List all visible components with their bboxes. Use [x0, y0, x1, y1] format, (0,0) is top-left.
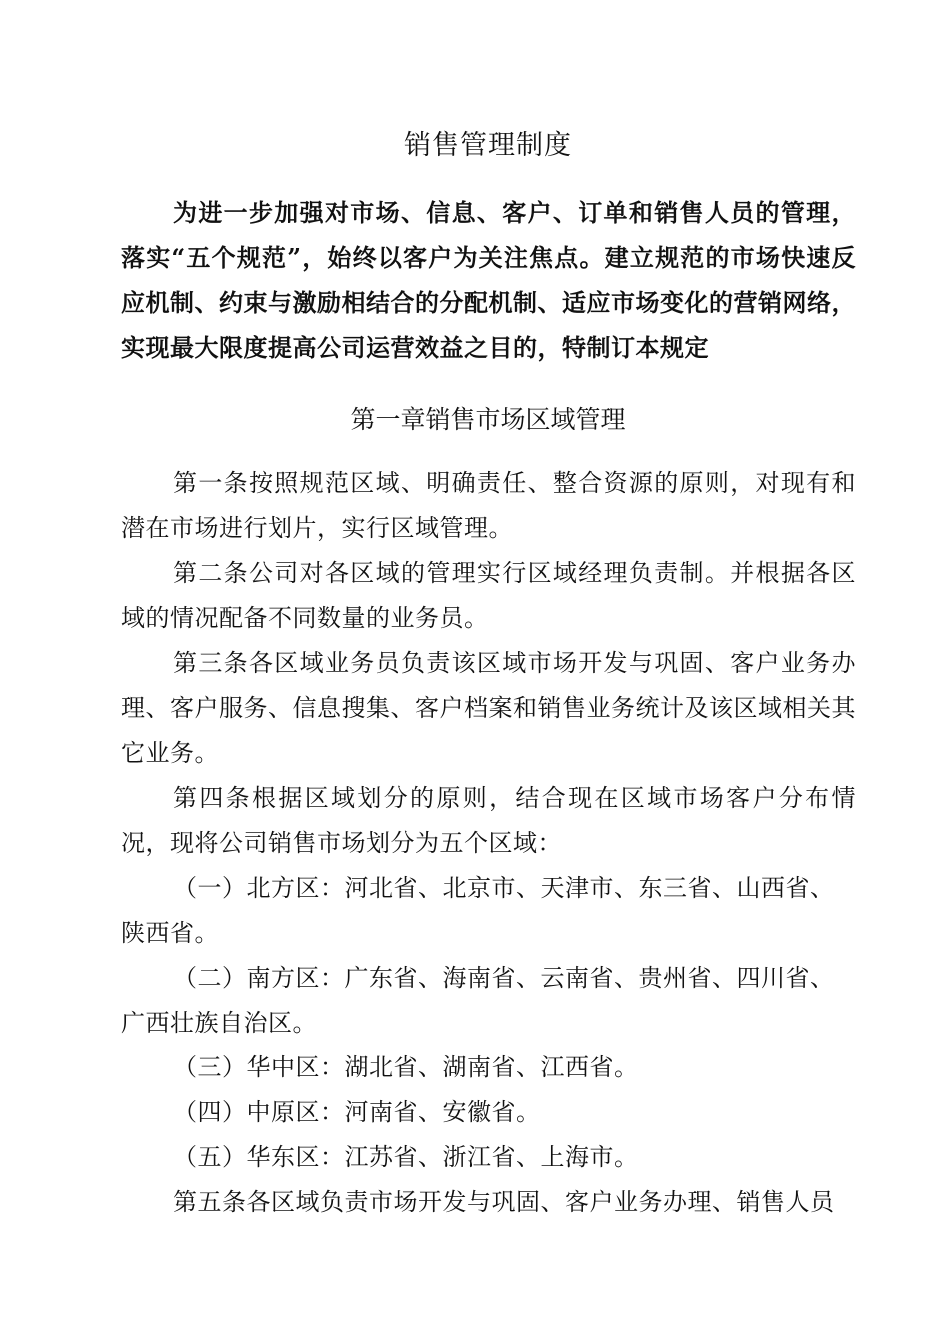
region-item-south: （二）南方区：广东省、海南省、云南省、贵州省、四川省、广西壮族自治区。: [121, 964, 835, 1037]
intro-paragraph: 为进一步加强对市场、信息、客户、订单和销售人员的管理，落实“五个规范”，始终以客户为关注焦点。建立规范的市场快速反应机制、约束与激励相结合的分配机制、适应市场变化的营销网络，实现最大限度提高公司运营效益之目的，特制订本规定: [121, 198, 856, 362]
region-item-north: （一）北方区：河北省、北京市、天津市、东三省、山西省、陕西省。: [121, 874, 835, 947]
document-title: 销售管理制度: [404, 130, 572, 161]
region-item-zhongyuan: （四）中原区：河南省、安徽省。: [173, 1098, 541, 1126]
article-1: 第一条按照规范区域、明确责任、整合资源的原则，对现有和潜在市场进行划片，实行区域管理。: [121, 469, 856, 542]
article-3: 第三条各区域业务员负责该区域市场开发与巩固、客户业务办理、客户服务、信息搜集、客户档案和销售业务统计及该区域相关其它业务。: [121, 649, 856, 767]
article-4: 第四条根据区域划分的原则，结合现在区域市场客户分布情况，现将公司销售市场划分为五个区域：: [121, 784, 856, 857]
region-item-central: （三）华中区：湖北省、湖南省、江西省。: [173, 1053, 639, 1081]
region-item-east: （五）华东区：江苏省、浙江省、上海市。: [173, 1143, 639, 1171]
article-2: 第二条公司对各区域的管理实行区域经理负责制。并根据各区域的情况配备不同数量的业务员。: [121, 559, 856, 632]
chapter-title: 第一章销售市场区域管理: [350, 405, 626, 434]
article-5: 第五条各区域负责市场开发与巩固、客户业务办理、销售人员: [173, 1188, 835, 1216]
